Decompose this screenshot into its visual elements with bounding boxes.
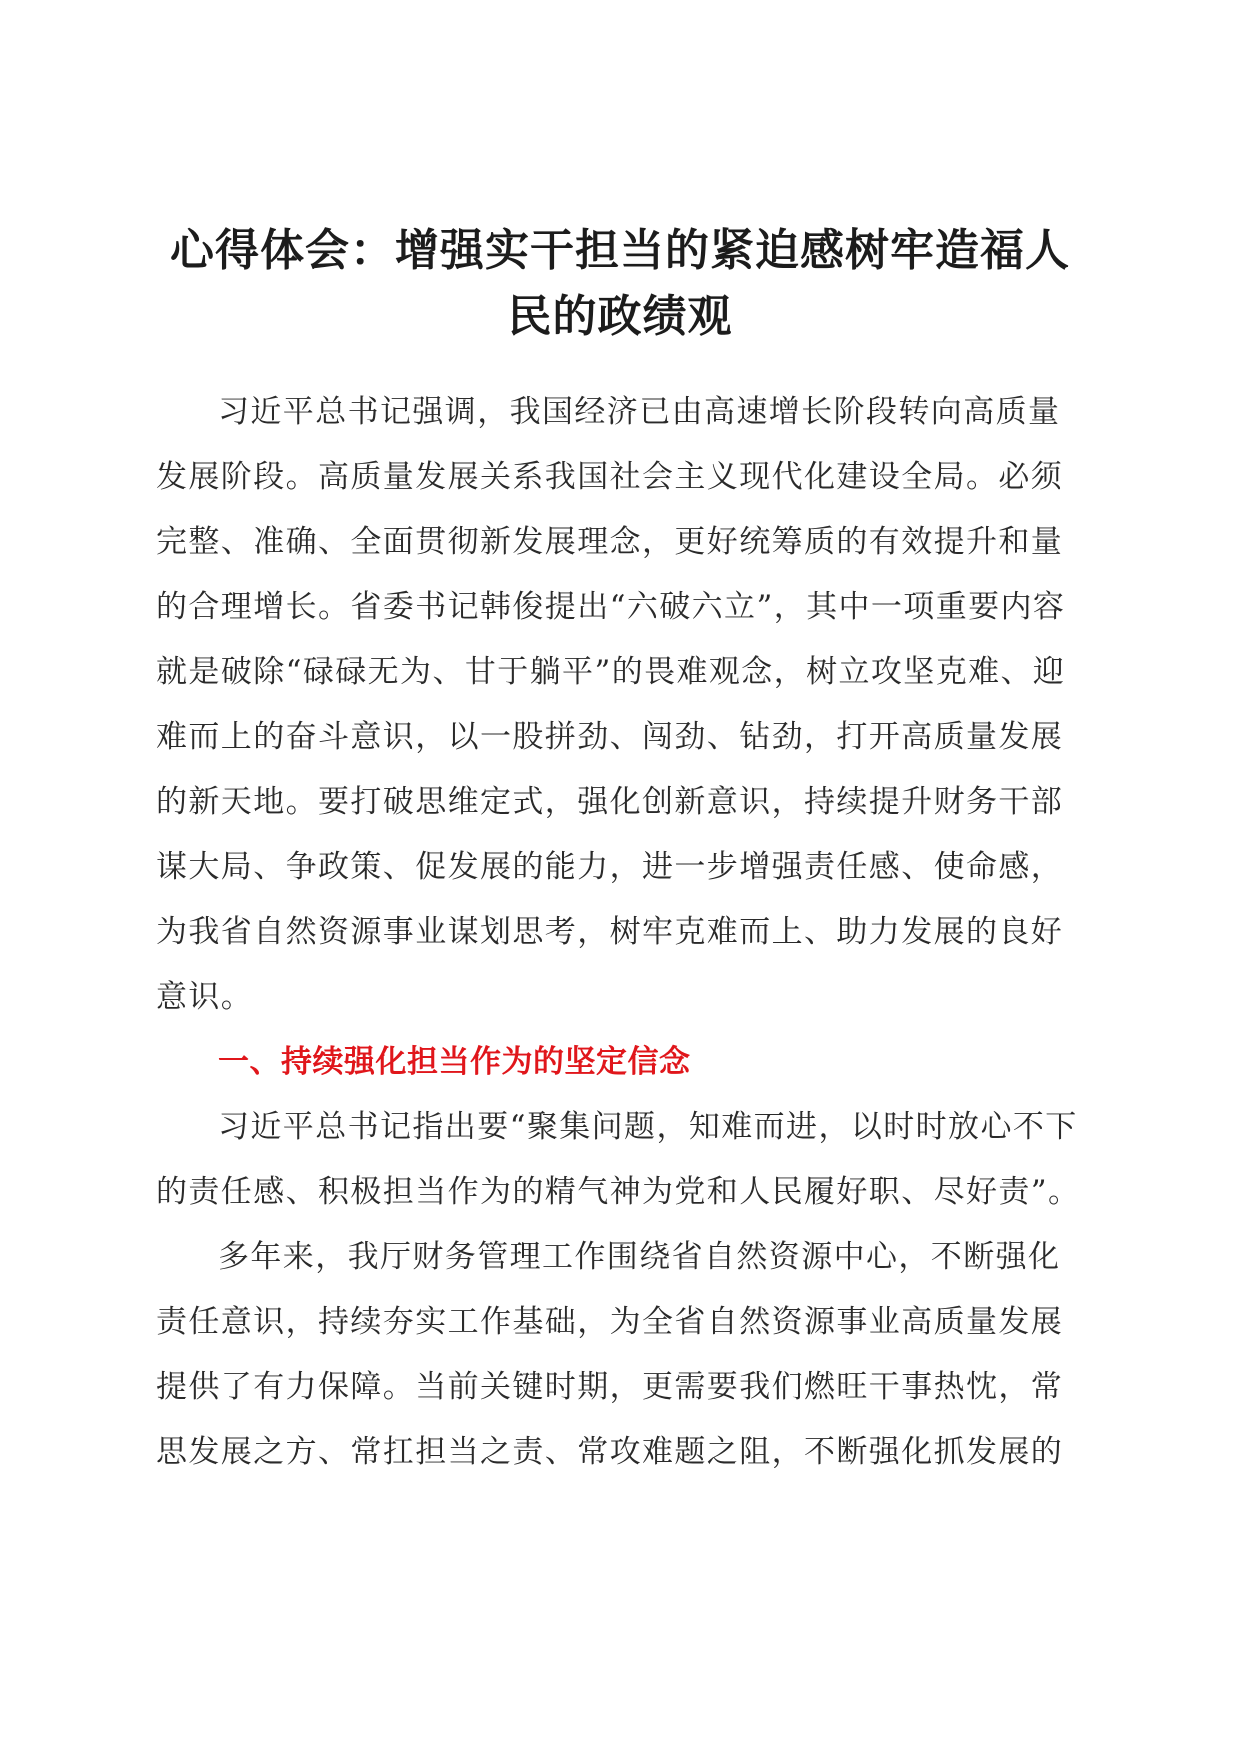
intro-paragraph: 习近平总书记强调，我国经济已由高速增长阶段转向高质量发展阶段。高质量发展关系我国社会主义现代化建设全局。必须完整、准确、全面贯彻新发展理念，更好统筹质的有效提升和量的合理增长。省委书记韩俊提出“六破六立”，其中一项重要内容就是破除“碌碌无为、甘于躺平”的畏难观念，树立攻坚克难、迎难而上的奋斗意识，以一股拼劲、闯劲、钻劲，打开高质量发展的新天地。要打破思维定式，强化创新意识，持续提升财务干部谋大局、争政策、促发展的能力，进一步增强责任感、使命感，为我省自然资源事业谋划思考，树牢克难而上、助力发展的良好意识。 xyxy=(156,394,1066,1015)
document-title: 心得体会：增强实干担当的紧迫感树牢造福人民的政绩观 xyxy=(170,225,1070,342)
section-paragraph-1: 习近平总书记指出要“聚集问题，知难而进，以时时放心不下的责任感、积极担当作为的精气神为党和人民履好职、尽好责”。 xyxy=(156,1109,1081,1210)
section-paragraph-2: 多年来，我厅财务管理工作围绕省自然资源中心，不断强化责任意识，持续夯实工作基础，为全省自然资源事业高质量发展提供了有力保障。当前关键时期，更需要我们燃旺干事热忱，常思发展之方、常扛担当之责、常攻难题之阻，不断强化抓发展的 xyxy=(156,1239,1064,1470)
document-body xyxy=(156,380,1086,1485)
section-heading: 一、持续强化担当作为的坚定信念 xyxy=(218,1044,691,1080)
